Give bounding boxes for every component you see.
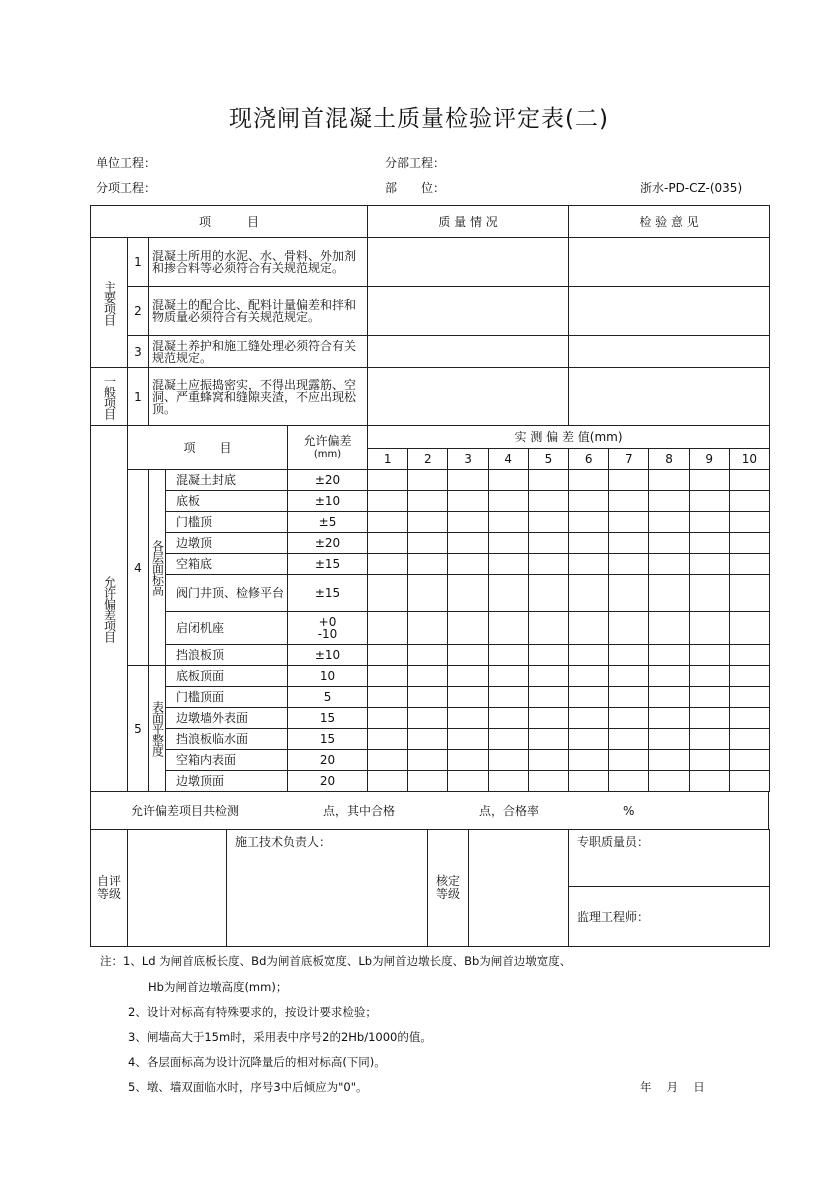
measured-value-cell[interactable] — [408, 750, 448, 771]
tolerance-value: 5 — [288, 687, 368, 708]
tolerance-value: ±20 — [288, 533, 368, 554]
point-header: 7 — [609, 449, 649, 470]
measured-value-cell[interactable] — [609, 470, 649, 491]
tolerance-value: 15 — [288, 708, 368, 729]
measured-value-cell[interactable] — [488, 470, 528, 491]
measured-value-cell[interactable] — [569, 750, 609, 771]
measured-value-cell[interactable] — [649, 575, 689, 612]
note-1-cont: Hb为闸首边墩高度(mm)； — [148, 980, 288, 994]
measured-value-cell[interactable] — [408, 771, 448, 792]
measured-value-cell[interactable] — [609, 612, 649, 645]
measured-value-cell[interactable] — [448, 708, 488, 729]
measured-value-cell[interactable] — [569, 554, 609, 575]
measured-value-cell[interactable] — [569, 470, 609, 491]
measured-value-cell[interactable] — [368, 533, 408, 554]
general-items-label: 一般项目 — [102, 374, 117, 419]
measured-value-cell[interactable] — [569, 533, 609, 554]
measured-value-cell[interactable] — [609, 729, 649, 750]
measured-value-cell[interactable] — [368, 491, 408, 512]
row-number: 1 — [128, 368, 149, 426]
date-label: 年 月 日 — [640, 1080, 705, 1094]
point-header: 10 — [729, 449, 769, 470]
measured-value-cell[interactable] — [368, 554, 408, 575]
measured-value-cell[interactable] — [488, 645, 528, 666]
measured-value-cell[interactable] — [448, 575, 488, 612]
measured-value-cell[interactable] — [488, 666, 528, 687]
measured-value-cell[interactable] — [448, 554, 488, 575]
measured-value-cell[interactable] — [448, 512, 488, 533]
measured-value-cell[interactable] — [649, 470, 689, 491]
tolerance-row — [91, 554, 770, 575]
measured-value-cell[interactable] — [528, 666, 568, 687]
measured-value-cell[interactable] — [368, 687, 408, 708]
measured-value-cell[interactable] — [689, 575, 729, 612]
measured-value-cell[interactable] — [408, 645, 448, 666]
tolerance-header — [288, 426, 368, 470]
self-grade-text: 自评等级 — [96, 874, 121, 901]
measured-value-cell[interactable] — [368, 771, 408, 792]
measured-value-cell[interactable] — [649, 771, 689, 792]
tolerance-row — [91, 666, 770, 687]
measured-value-cell[interactable] — [609, 666, 649, 687]
tolerance-row — [91, 687, 770, 708]
measured-value-cell[interactable] — [368, 708, 408, 729]
measured-value-cell[interactable] — [488, 612, 528, 645]
measured-value-cell[interactable] — [488, 533, 528, 554]
location-label: 部 位： — [385, 181, 446, 195]
measured-value-cell[interactable] — [408, 575, 448, 612]
tolerance-item: 边墩墙外表面 — [166, 708, 288, 729]
measured-value-cell[interactable] — [448, 729, 488, 750]
measured-value-cell[interactable] — [729, 612, 769, 645]
general-item-text: 混凝土应振捣密实，不得出现露筋、空洞、严重蜂窝和缝隙夹渣，不应出现松顶。 — [149, 368, 368, 426]
tolerance-value: ±5 — [288, 512, 368, 533]
tolerance-row — [91, 612, 770, 645]
measured-value-cell[interactable] — [729, 575, 769, 612]
measured-value-cell[interactable] — [408, 533, 448, 554]
measured-value-cell[interactable] — [649, 491, 689, 512]
tolerance-value: ±15 — [288, 554, 368, 575]
tolerance-value: 20 — [288, 750, 368, 771]
tolerance-row — [91, 575, 770, 612]
quality-cell[interactable] — [368, 287, 569, 336]
measured-value-cell[interactable] — [408, 470, 448, 491]
row-number: 2 — [128, 287, 149, 336]
tolerance-item: 启闭机座 — [166, 612, 288, 645]
tolerance-row — [91, 512, 770, 533]
opinion-cell[interactable] — [569, 287, 770, 336]
tolerance-item: 挡浪板顶 — [166, 645, 288, 666]
measured-value-cell[interactable] — [649, 750, 689, 771]
measured-value-cell[interactable] — [689, 512, 729, 533]
measured-value-cell[interactable] — [609, 750, 649, 771]
point-header: 8 — [649, 449, 689, 470]
measured-value-cell[interactable] — [488, 687, 528, 708]
tolerance-value: ±20 — [288, 470, 368, 491]
measured-value-cell[interactable] — [368, 666, 408, 687]
note-2: 2、设计对标高有特殊要求的，按设计要求检验； — [128, 1005, 377, 1019]
measured-value-cell[interactable] — [368, 729, 408, 750]
measured-value-cell[interactable] — [649, 533, 689, 554]
main-item-text: 混凝土所用的水泥、水、骨料、外加剂和掺合料等必须符合有关规范规定。 — [149, 238, 368, 287]
measured-value-cell[interactable] — [368, 612, 408, 645]
tolerance-item: 边墩顶面 — [166, 771, 288, 792]
tolerance-item: 门槛顶面 — [166, 687, 288, 708]
measured-value-cell[interactable] — [488, 729, 528, 750]
measured-value-cell[interactable] — [569, 666, 609, 687]
tolerance-row — [91, 645, 770, 666]
tolerance-item: 混凝土封底 — [166, 470, 288, 491]
note-4: 4、各层面标高为设计沉降量后的相对标高(下同)。 — [128, 1055, 386, 1069]
tolerance-row — [91, 729, 770, 750]
measured-value-cell[interactable] — [689, 750, 729, 771]
measured-value-cell[interactable] — [689, 771, 729, 792]
measured-value-cell[interactable] — [609, 575, 649, 612]
group-number: 4 — [128, 470, 149, 666]
quality-cell[interactable] — [368, 238, 569, 287]
verify-grade-label — [428, 830, 469, 947]
measured-value-cell[interactable] — [729, 470, 769, 491]
tolerance-label: 允许偏差项目 — [102, 575, 117, 642]
measured-value-cell[interactable] — [689, 491, 729, 512]
point-header: 4 — [488, 449, 528, 470]
measured-value-cell[interactable] — [649, 612, 689, 645]
point-header: 1 — [368, 449, 408, 470]
tolerance-value: 20 — [288, 771, 368, 792]
measured-value-cell[interactable] — [368, 575, 408, 612]
measured-value-cell[interactable] — [408, 687, 448, 708]
measured-value-cell[interactable] — [609, 771, 649, 792]
measured-value-cell[interactable] — [569, 708, 609, 729]
page-title: 现浇闸首混凝土质量检验评定表(二) — [229, 106, 609, 132]
measured-value-cell[interactable] — [609, 687, 649, 708]
measured-value-cell[interactable] — [448, 687, 488, 708]
group-name: 表面平整度 — [150, 701, 165, 756]
measured-value-cell[interactable] — [528, 687, 568, 708]
measured-value-cell[interactable] — [528, 771, 568, 792]
summary-text: 允许偏差项目共检测 点，其中合格 点，合格率 % — [91, 792, 769, 830]
measured-value-cell[interactable] — [649, 512, 689, 533]
supervisor-label: 监理工程师： — [569, 887, 770, 947]
tolerance-item: 空箱底 — [166, 554, 288, 575]
point-header: 6 — [569, 449, 609, 470]
measured-value-cell[interactable] — [729, 750, 769, 771]
measured-value-cell[interactable] — [448, 771, 488, 792]
row-number: 3 — [128, 336, 149, 368]
group-name: 各层面标高 — [150, 540, 165, 595]
measured-value-cell[interactable] — [488, 512, 528, 533]
tolerance-item: 底板顶面 — [166, 666, 288, 687]
unit-project-label: 单位工程： — [96, 156, 157, 170]
note-5: 5、墩、墙双面临水时，序号3中后倾应为"0"。 — [128, 1080, 368, 1094]
tolerance-row — [91, 771, 770, 792]
tolerance-item: 边墩顶 — [166, 533, 288, 554]
tolerance-value: 15 — [288, 729, 368, 750]
measured-value-cell[interactable] — [488, 575, 528, 612]
point-header: 5 — [528, 449, 568, 470]
measured-value-cell[interactable] — [729, 554, 769, 575]
measured-value-cell[interactable] — [528, 612, 568, 645]
measured-value-cell[interactable] — [609, 708, 649, 729]
measured-value-cell[interactable] — [729, 729, 769, 750]
sub-project-label: 分项工程： — [96, 181, 157, 195]
tolerance-item: 阀门井顶、检修平台 — [166, 575, 288, 612]
measured-value-cell[interactable] — [649, 666, 689, 687]
self-grade-label — [91, 830, 128, 947]
measured-value-cell[interactable] — [528, 750, 568, 771]
measured-value-cell[interactable] — [448, 666, 488, 687]
header-quality: 质 量 情 况 — [368, 206, 569, 238]
opinion-cell[interactable] — [569, 368, 770, 426]
measured-value-cell[interactable] — [569, 645, 609, 666]
tolerance-value: ±15 — [288, 575, 368, 612]
measured-value-cell[interactable] — [448, 470, 488, 491]
measured-value-cell[interactable] — [528, 708, 568, 729]
verify-grade-value[interactable] — [469, 830, 569, 947]
measured-value-cell[interactable] — [528, 533, 568, 554]
opinion-cell[interactable] — [569, 238, 770, 287]
measured-value-cell[interactable] — [729, 708, 769, 729]
measured-value-cell[interactable] — [528, 729, 568, 750]
main-items-label: 主要项目 — [102, 280, 117, 325]
measured-value-cell[interactable] — [448, 750, 488, 771]
signature-table — [90, 829, 770, 947]
measured-value-cell[interactable] — [729, 771, 769, 792]
measured-value-cell[interactable] — [649, 554, 689, 575]
opinion-cell[interactable] — [569, 336, 770, 368]
measured-value-cell[interactable] — [488, 554, 528, 575]
measured-value-cell[interactable] — [448, 612, 488, 645]
measured-value-cell[interactable] — [569, 491, 609, 512]
measured-value-cell[interactable] — [408, 729, 448, 750]
measured-value-cell[interactable] — [689, 470, 729, 491]
measured-value-cell[interactable] — [609, 554, 649, 575]
measured-value-cell[interactable] — [729, 491, 769, 512]
note-3: 3、闸墙高大于15m时，采用表中序号2的2Hb/1000的值。 — [128, 1030, 432, 1044]
tolerance-item-header: 项 目 — [128, 426, 288, 470]
measured-value-cell[interactable] — [689, 645, 729, 666]
measured-value-cell[interactable] — [609, 533, 649, 554]
measured-value-cell[interactable] — [609, 512, 649, 533]
quality-cell[interactable] — [368, 336, 569, 368]
quality-cell[interactable] — [368, 368, 569, 426]
tolerance-item: 门槛顶 — [166, 512, 288, 533]
tolerance-header-text: 允许偏差 — [303, 433, 352, 448]
self-grade-value[interactable] — [128, 830, 227, 947]
measured-value-cell[interactable] — [368, 645, 408, 666]
measured-value-cell[interactable] — [729, 687, 769, 708]
header-opinion: 检 验 意 见 — [569, 206, 770, 238]
main-item-text: 混凝土养护和施工缝处理必须符合有关规范规定。 — [149, 336, 368, 368]
form-code: 浙水-PD-CZ-(035) — [640, 181, 743, 195]
measured-value-cell[interactable] — [448, 533, 488, 554]
measured-value-cell[interactable] — [528, 645, 568, 666]
measured-value-cell[interactable] — [729, 645, 769, 666]
measured-value-cell[interactable] — [689, 687, 729, 708]
measured-value-cell[interactable] — [689, 729, 729, 750]
main-item-text: 混凝土的配合比、配料计量偏差和拌和物质量必须符合有关规范规定。 — [149, 287, 368, 336]
measured-value-cell[interactable] — [569, 512, 609, 533]
measured-value-cell[interactable] — [368, 512, 408, 533]
measured-value-cell[interactable] — [689, 533, 729, 554]
measured-value-cell[interactable] — [488, 708, 528, 729]
measured-value-cell[interactable] — [729, 666, 769, 687]
measured-value-cell[interactable] — [408, 491, 448, 512]
tolerance-value: +0 -10 — [288, 612, 368, 645]
tolerance-value: ±10 — [288, 645, 368, 666]
measured-value-cell[interactable] — [649, 708, 689, 729]
measured-value-cell[interactable] — [408, 666, 448, 687]
point-header: 2 — [408, 449, 448, 470]
measured-header: 实 测 偏 差 值(mm) — [368, 426, 770, 449]
measured-value-cell[interactable] — [408, 512, 448, 533]
measured-value-cell[interactable] — [488, 771, 528, 792]
measured-value-cell[interactable] — [528, 470, 568, 491]
measured-value-cell[interactable] — [689, 612, 729, 645]
measured-value-cell[interactable] — [569, 729, 609, 750]
measured-value-cell[interactable] — [528, 491, 568, 512]
measured-value-cell[interactable] — [569, 771, 609, 792]
tolerance-row — [91, 533, 770, 554]
measured-value-cell[interactable] — [448, 645, 488, 666]
division-project-label: 分部工程： — [385, 156, 446, 170]
measured-value-cell[interactable] — [569, 687, 609, 708]
row-number: 1 — [128, 238, 149, 287]
tolerance-value: ±10 — [288, 491, 368, 512]
point-header: 9 — [689, 449, 729, 470]
measured-value-cell[interactable] — [528, 554, 568, 575]
header-item: 项 目 — [91, 206, 368, 238]
measured-value-cell[interactable] — [528, 575, 568, 612]
measured-value-cell[interactable] — [488, 750, 528, 771]
measured-value-cell[interactable] — [689, 666, 729, 687]
tech-lead-label: 施工技术负责人： — [227, 830, 428, 947]
note-1: 注：1、Ld 为闸首底板长度、Bd为闸首底板宽度、Lb为闸首边墩长度、Bb为闸首边墩宽度、 — [100, 954, 572, 968]
measured-value-cell[interactable] — [609, 491, 649, 512]
measured-value-cell[interactable] — [649, 687, 689, 708]
measured-value-cell[interactable] — [528, 512, 568, 533]
tolerance-row — [91, 708, 770, 729]
tolerance-value: 10 — [288, 666, 368, 687]
verify-grade-text: 核定等级 — [435, 874, 460, 901]
tolerance-row — [91, 470, 770, 491]
measured-value-cell[interactable] — [649, 645, 689, 666]
measured-value-cell[interactable] — [569, 612, 609, 645]
tolerance-row — [91, 750, 770, 771]
measured-value-cell[interactable] — [649, 729, 689, 750]
measured-value-cell[interactable] — [408, 708, 448, 729]
measured-value-cell[interactable] — [689, 554, 729, 575]
measured-value-cell[interactable] — [729, 533, 769, 554]
tolerance-item: 挡浪板临水面 — [166, 729, 288, 750]
measured-value-cell[interactable] — [488, 491, 528, 512]
tolerance-item: 空箱内表面 — [166, 750, 288, 771]
measured-value-cell[interactable] — [408, 612, 448, 645]
measured-value-cell[interactable] — [448, 491, 488, 512]
measured-value-cell[interactable] — [609, 645, 649, 666]
measured-value-cell[interactable] — [408, 554, 448, 575]
measured-value-cell[interactable] — [569, 575, 609, 612]
tolerance-item: 底板 — [166, 491, 288, 512]
measured-value-cell[interactable] — [729, 512, 769, 533]
tolerance-row — [91, 491, 770, 512]
measured-value-cell[interactable] — [368, 470, 408, 491]
measured-value-cell[interactable] — [689, 708, 729, 729]
group-number: 5 — [128, 666, 149, 792]
measured-value-cell[interactable] — [368, 750, 408, 771]
main-table — [90, 205, 770, 792]
point-header: 3 — [448, 449, 488, 470]
summary-table — [90, 791, 769, 830]
tolerance-unit: (mm) — [313, 448, 342, 460]
quality-officer-label: 专职质量员： — [569, 830, 770, 887]
